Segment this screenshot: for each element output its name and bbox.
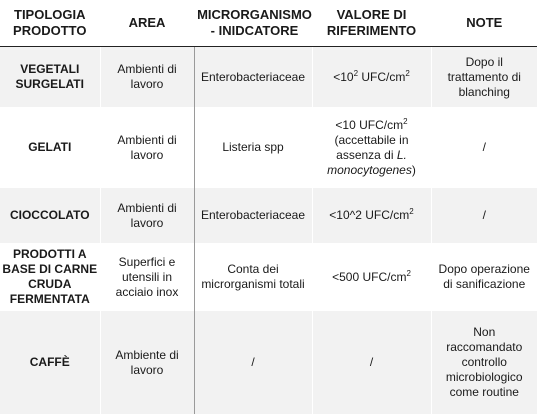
header-valore-text: VALORE DI RIFERIMENTO xyxy=(326,7,417,38)
table-row xyxy=(0,188,537,243)
cell-valore xyxy=(312,311,431,414)
valore-sup: 2 xyxy=(406,268,411,278)
valore-text: <10^2 UFC/cm xyxy=(329,208,410,222)
cell-valore xyxy=(312,243,431,311)
cell-tipologia: VEGETALI SURGELATI xyxy=(0,47,100,108)
valore-close: ) xyxy=(411,162,416,177)
cell-microrganismo: Enterobacteriaceae xyxy=(194,47,312,108)
header-row xyxy=(0,0,537,47)
cell-note: / xyxy=(431,188,537,243)
table-row xyxy=(0,243,537,311)
header-tipologia-text: TIPOLOGIA PRODOTTO xyxy=(13,7,87,38)
cell-valore xyxy=(312,188,431,243)
cell-microrganismo: Listeria spp xyxy=(194,107,312,188)
valore-sup: 2 xyxy=(353,68,359,78)
header-microrganismo xyxy=(194,0,312,47)
header-tipologia xyxy=(0,0,100,47)
cell-tipologia: GELATI xyxy=(0,107,100,188)
header-microrganismo-text: MICRORGANISMO - INIDCATORE xyxy=(197,7,312,38)
cell-valore xyxy=(312,47,431,108)
cell-area: Ambiente di lavoro xyxy=(100,311,194,414)
cell-note: Dopo il trattamento di blanching xyxy=(431,47,537,108)
cell-tipologia: CIOCCOLATO xyxy=(0,188,100,243)
cell-area: Ambienti di lavoro xyxy=(100,188,194,243)
table-row xyxy=(0,47,537,108)
cell-note: Dopo operazione di sanificazione xyxy=(431,243,537,311)
cell-note: Non raccomandato controllo microbiologico come routine xyxy=(431,311,537,414)
table-row xyxy=(0,107,537,188)
valore-text: <500 UFC/cm xyxy=(332,269,407,284)
table-row xyxy=(0,311,537,414)
cell-area: Superfici e utensili in acciaio inox xyxy=(100,243,194,311)
valore-sup: 2 xyxy=(403,116,408,126)
valore-unit: UFC/cm xyxy=(358,69,406,84)
cell-microrganismo: Enterobacteriaceae xyxy=(194,188,312,243)
valore-text: <10 UFC/cm xyxy=(335,117,404,132)
cell-microrganismo: / xyxy=(194,311,312,414)
cell-tipologia: CAFFÈ xyxy=(0,311,100,414)
cell-microrganismo: Conta dei microrganismi totali xyxy=(194,243,312,311)
header-area: AREA xyxy=(100,0,194,47)
valore-species: L. monocytogenes xyxy=(327,147,412,177)
valore-text: / xyxy=(369,355,374,369)
header-note: NOTE xyxy=(431,0,537,47)
valore-text: <10 xyxy=(333,69,354,84)
cell-area: Ambienti di lavoro xyxy=(100,47,194,108)
cell-tipologia: PRODOTTI A BASE DI CARNE CRUDA FERMENTATA xyxy=(0,243,100,311)
cell-valore xyxy=(312,107,431,188)
valore-sup: 2 xyxy=(409,207,414,216)
cell-area: Ambienti di lavoro xyxy=(100,107,194,188)
valore-paren: (accettabile in assenza di xyxy=(334,132,409,162)
cell-note: / xyxy=(431,107,537,188)
header-valore xyxy=(312,0,431,47)
valore-sup: 2 xyxy=(405,68,410,78)
